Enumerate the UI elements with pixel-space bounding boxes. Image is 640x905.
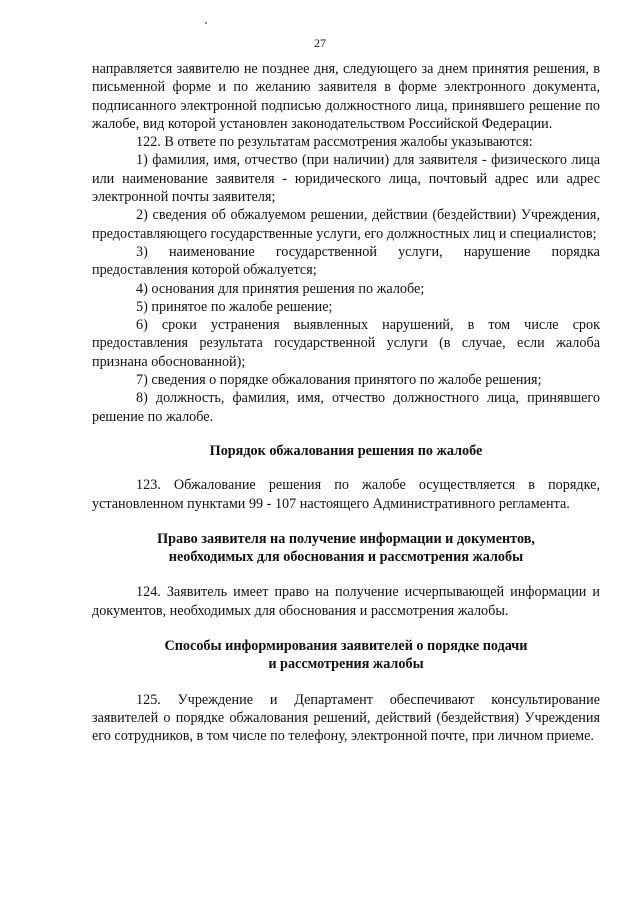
section-heading-informing-methods: [92, 637, 600, 674]
page-number: 27: [314, 36, 326, 50]
list-item-2: 2) сведения об обжалуемом решении, действии (бездействии) Учреждения, предоставляющего государственные услуги, его должностных лиц и специалистов;: [92, 207, 600, 242]
list-item-5: 5) принятое по жалобе решение;: [136, 298, 333, 315]
paragraph-continuation: направляется заявителю не позднее дня, следующего за днем принятия решения, в письменной форме и по желанию заявителя в форме электронного документа, подписанного электронной подписью должностного лица, принявшего решение по жалобе, вид которой установлен законодательством Российской Федерации.: [92, 61, 600, 132]
heading-line: необходимых для обоснования и рассмотрения жалобы: [168, 549, 524, 566]
list-item-7: 7) сведения о порядке обжалования принятого по жалобе решения;: [136, 372, 542, 389]
paragraph-125: 125. Учреждение и Департамент обеспечивают консультирование заявителей о порядке обжалования решений, действий (бездействия) Учреждения его сотрудников, в том числе по телефону, электронной почте, при личном приеме.: [92, 691, 600, 745]
list-item-6: 6) сроки устранения выявленных нарушений, в том числе срок предоставления результата государственной услуги (в случае, если жалоба признана обоснованной);: [92, 317, 600, 370]
list-item-8: 8) должность, фамилия, имя, отчество должностного лица, принявшего решение по жалобе.: [92, 390, 600, 425]
section-heading-appeal-procedure: Порядок обжалования решения по жалобе: [209, 442, 483, 459]
heading-line: и рассмотрения жалобы: [268, 656, 424, 673]
list-item-1: 1) фамилия, имя, отчество (при наличии) для заявителя - физического лица или наименование заявителя - юридического лица, почтовый адрес или адрес электронной почты заявителя;: [92, 152, 600, 206]
list-item-3: 3) наименование государственной услуги, нарушение порядка предоставления которой обжалуется;: [92, 243, 600, 279]
list-item-4: 4) основания для принятия решения по жалобе;: [136, 280, 425, 297]
paragraph-124: 124. Заявитель имеет право на получение исчерпывающей информации и документов, необходимых для обоснования и рассмотрения жалобы.: [92, 584, 600, 619]
paragraph-122: 122. В ответе по результатам рассмотрения жалобы указываются:: [136, 134, 533, 151]
page-content: [92, 60, 600, 746]
heading-line: Способы информирования заявителей о порядке подачи: [164, 638, 528, 655]
paragraph-123: 123. Обжалование решения по жалобе осуществляется в порядке, установленном пунктами 99 - 107 настоящего Административного регламента.: [92, 477, 600, 512]
section-heading-applicant-rights: [92, 530, 600, 567]
heading-line: Право заявителя на получение информации и документов,: [157, 530, 535, 547]
scan-speck: [205, 22, 207, 24]
